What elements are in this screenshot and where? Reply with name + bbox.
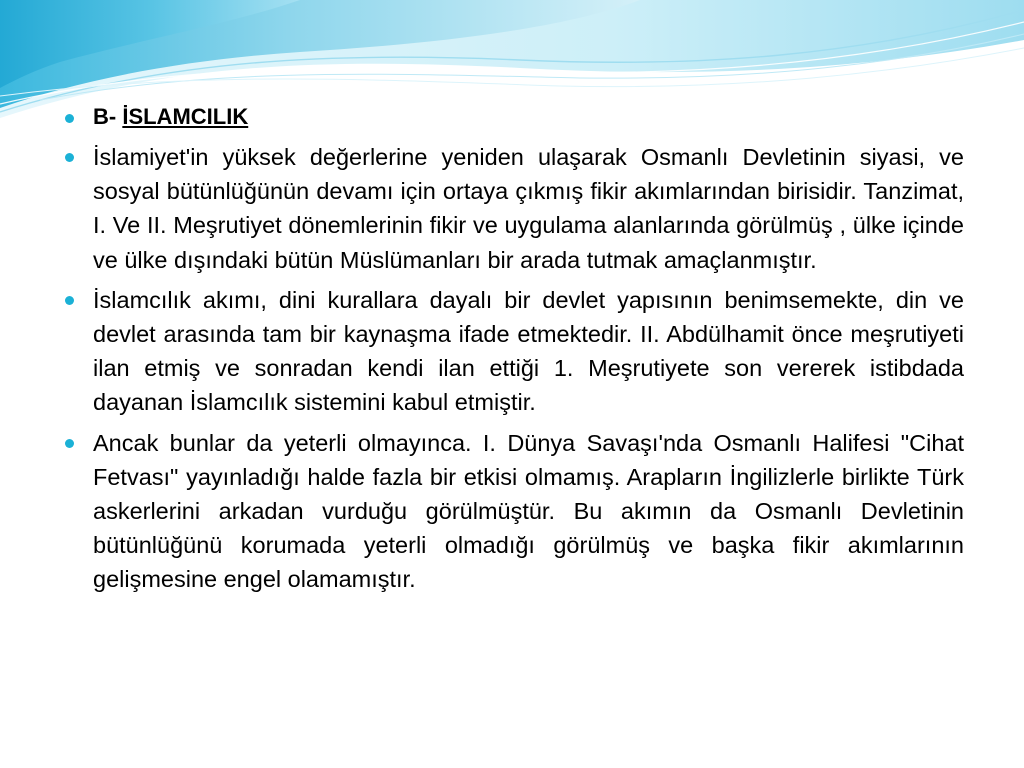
bullet-dot-icon: [65, 296, 74, 305]
bullet-text: İslamcılık akımı, dini kurallara dayalı bir devlet yapısının benimsemekte, din ve devlet arasında tam bir kaynaşma ifade etmektedir. II. Abdülhamit önce meşrutiyeti ilan etmiş ve sonradan kendi ilan ettiği 1. Meşrutiyete son vererek istibdada dayanan İslamcılık sistemini kabul etmiştir.: [93, 286, 964, 416]
bullet-dot-icon: [65, 439, 74, 448]
heading-title: İSLAMCILIK: [122, 104, 249, 129]
bullet-item: [60, 140, 964, 277]
bullet-text: Ancak bunlar da yeterli olmayınca. I. Dünya Savaşı'nda Osmanlı Halifesi "Cihat Fetvası" yayınladığı halde fazla bir etkisi olmamış. Arapların İngilizlerle birlikte Türk askerlerini arkadan vurduğu görülmüştür. Bu akımın da Osmanlı Devletinin bütünlüğünü korumada yeterli olmadığı görülmüş ve başka fikir akımlarının gelişmesine engel olamamıştır.: [93, 429, 964, 593]
slide-content: [60, 100, 964, 603]
bullet-dot-icon: [65, 114, 74, 123]
bullet-item: [60, 283, 964, 420]
bullet-item: [60, 426, 964, 597]
bullet-dot-icon: [65, 153, 74, 162]
heading-prefix: B-: [93, 104, 123, 129]
slide-heading: [60, 100, 964, 134]
bullet-text: İslamiyet'in yüksek değerlerine yeniden ulaşarak Osmanlı Devletinin siyasi, ve sosyal bütünlüğünün devamı için ortaya çıkmış fikir akımlarından birisidir. Tanzimat, I. Ve II. Meşrutiyet dönemlerinin fikir ve uygulama alanlarında görülmüş , ülke içinde ve ülke dışındaki bütün Müslümanları bir arada tutmak amaçlanmıştır.: [93, 144, 964, 273]
